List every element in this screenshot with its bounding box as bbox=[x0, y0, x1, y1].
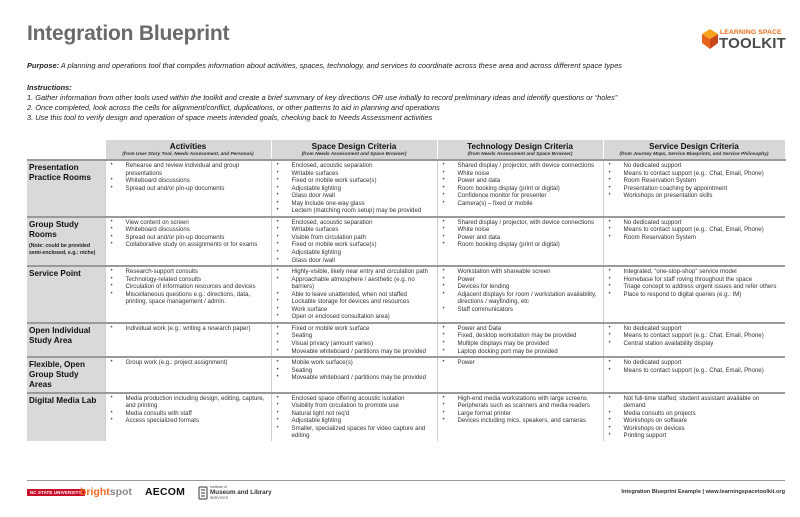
bullet-list bbox=[442, 268, 600, 313]
list-item: • Central station availability display bbox=[608, 340, 783, 348]
list-item: • Workstation with shareable screen bbox=[442, 268, 600, 276]
list-item: • Workshops on software bbox=[608, 417, 783, 425]
table-cell bbox=[105, 357, 271, 392]
table-cell bbox=[271, 357, 437, 392]
bullet-list bbox=[442, 162, 600, 207]
list-item: • Workshops on devices bbox=[608, 425, 783, 433]
page-title: Integration Blueprint bbox=[27, 22, 230, 45]
list-item: • Fixed or mobile work surface(s) bbox=[276, 177, 434, 185]
table-cell bbox=[603, 357, 785, 392]
column-header-technology-design bbox=[437, 140, 603, 160]
row-label-cell bbox=[27, 357, 105, 392]
list-item: • Adjustable lighting bbox=[276, 249, 434, 257]
table-cell bbox=[105, 323, 271, 357]
table-cell bbox=[271, 217, 437, 266]
row-label-cell bbox=[27, 217, 105, 266]
list-item: • Fixed, desktop workstation may be provided bbox=[442, 332, 600, 340]
row-label: Flexible, Open Group Study Areas bbox=[29, 360, 85, 389]
column-header-space-design bbox=[271, 140, 437, 160]
list-item: • Research-support consults bbox=[110, 268, 268, 276]
list-item: • Circulation of information resources and devices bbox=[110, 283, 268, 291]
list-item: • Mobile work surface(s) bbox=[276, 359, 434, 367]
list-item: • Devices for lending bbox=[442, 283, 600, 291]
list-item: • Means to contact support (e.g.: Chat, Email, Phone) bbox=[608, 226, 783, 234]
table-row bbox=[27, 217, 785, 266]
list-item: • Adjacent displays for room / workstation availability, directions / wayfinding, etc bbox=[442, 291, 600, 306]
list-item: • Whiteboard discussions bbox=[110, 226, 268, 234]
table-row bbox=[27, 357, 785, 392]
list-item: • Laptop docking port may be provided bbox=[442, 348, 600, 356]
bullet-list bbox=[608, 325, 783, 348]
list-item: • Visible from circulation path bbox=[276, 234, 434, 242]
table-cell bbox=[437, 357, 603, 392]
list-item: • Individual work (e.g.: writing a research paper) bbox=[110, 325, 268, 333]
table-row bbox=[27, 160, 785, 217]
instruction-item: 2. Once completed, look across the cells for alignment/conflict, duplications, or other patterns to aid in planning and operations bbox=[27, 103, 440, 113]
table-cell bbox=[603, 266, 785, 323]
bullet-list bbox=[110, 219, 268, 249]
table-cell bbox=[271, 323, 437, 357]
imls-logo bbox=[198, 484, 272, 502]
bullet-list bbox=[608, 395, 783, 440]
bullet-list bbox=[442, 325, 600, 355]
list-item: • Large format printer bbox=[442, 410, 600, 418]
table-cell bbox=[105, 393, 271, 441]
list-item: • Moveable whiteboard / partitions may be provided bbox=[276, 374, 434, 382]
row-label-cell bbox=[27, 393, 105, 441]
footer-caption: Integration Blueprint Example | www.learningspacetoolkit.org bbox=[621, 489, 785, 495]
instructions bbox=[27, 83, 787, 124]
bullet-list bbox=[608, 268, 783, 298]
column-header-activities bbox=[105, 140, 271, 160]
brightspot-logo-part1: bright bbox=[80, 486, 110, 498]
list-item: • Highly-visible, likely near entry and circulation path bbox=[276, 268, 434, 276]
purpose-statement bbox=[27, 61, 787, 70]
list-item: • Miscellaneous questions e.g.: directions, data, printing, space management / admin. bbox=[110, 291, 268, 306]
column-header-subtitle: (from User Story Tool, Needs Assessment, and Personas) bbox=[122, 152, 254, 157]
list-item: • Able to leave unattended, when not staffed bbox=[276, 291, 434, 299]
diamond-logo-icon bbox=[700, 28, 720, 50]
list-item: • Enclosed space offering acoustic isolation bbox=[276, 395, 434, 403]
instruction-item: 1. Gather information from other tools used within the toolkit and create a brief summary of key directions OR use initially to record preliminary ideas and identify questions or “holes” bbox=[27, 93, 618, 102]
list-item: • Homebase for staff roving throughout the space bbox=[608, 276, 783, 284]
bullet-list bbox=[442, 359, 600, 367]
purpose-text: A planning and operations tool that compiles information about activities, spaces, technology, and services to coordinate across these area and across different space types bbox=[59, 61, 622, 70]
list-item: • Means to contact support (e.g.: Chat, Email, Phone) bbox=[608, 170, 783, 178]
table-cell bbox=[105, 217, 271, 266]
nc-state-logo: NC STATE UNIVERSITY bbox=[27, 489, 85, 496]
table-cell bbox=[437, 160, 603, 217]
table-row bbox=[27, 266, 785, 323]
list-item: • Natural light not req'd bbox=[276, 410, 434, 418]
list-item: • Enclosed, acoustic separation bbox=[276, 219, 434, 227]
list-item: • Shared display / projector, with device connections bbox=[442, 219, 600, 227]
row-note: (Note: could be provided semi-enclosed, e.g.: niche) bbox=[29, 243, 96, 256]
list-item: • Group work (e.g.: project assignment) bbox=[110, 359, 268, 367]
bullet-list bbox=[110, 162, 268, 192]
column-header-subtitle: (from Journey Maps, Service Blueprints, and Service Philosophy) bbox=[619, 152, 769, 157]
list-item: • Access specialized formats bbox=[110, 417, 268, 425]
list-item: • Whiteboard discussions bbox=[110, 177, 268, 185]
header-corner bbox=[27, 140, 105, 160]
bullet-list bbox=[276, 395, 434, 440]
list-item: • Writable surfaces bbox=[276, 226, 434, 234]
row-label-cell bbox=[27, 160, 105, 217]
list-item: • View content on screen bbox=[110, 219, 268, 227]
instructions-heading: Instructions: bbox=[27, 83, 72, 92]
table-cell bbox=[603, 323, 785, 357]
bullet-list bbox=[110, 395, 268, 425]
aecom-logo: AECOM bbox=[145, 486, 186, 498]
bullet-list bbox=[608, 219, 783, 242]
table-body bbox=[27, 160, 785, 441]
table-cell bbox=[437, 323, 603, 357]
list-item: • No dedicated support bbox=[608, 359, 783, 367]
logo-text-line1: LEARNING SPACE bbox=[720, 29, 782, 36]
learning-space-toolkit-logo bbox=[700, 14, 786, 60]
table-cell bbox=[271, 393, 437, 441]
list-item: • Power bbox=[442, 276, 600, 284]
column-header-subtitle: (from Needs Assessment and Space Browser) bbox=[301, 152, 407, 157]
list-item: • Collaborative study on assignments or for exams bbox=[110, 241, 268, 249]
list-item: • Triage concept to address urgent issues and refer others bbox=[608, 283, 783, 291]
bullet-list bbox=[110, 268, 268, 306]
bullet-list bbox=[608, 359, 783, 374]
table-cell bbox=[437, 217, 603, 266]
table-cell bbox=[271, 266, 437, 323]
list-item: • Media consults with staff bbox=[110, 410, 268, 418]
list-item: • May include one-way glass bbox=[276, 200, 434, 208]
list-item: • Lockable storage for devices and resources bbox=[276, 298, 434, 306]
list-item: • No dedicated support bbox=[608, 162, 783, 170]
bullet-list bbox=[110, 359, 268, 367]
list-item: • Camera(s) – fixed or mobile bbox=[442, 200, 600, 208]
list-item: • Visual privacy (amount varies) bbox=[276, 340, 434, 348]
list-item: • Media production including design, editing, capture, and printing bbox=[110, 395, 268, 410]
list-item: • Spread out and/or pin-up documents bbox=[110, 234, 268, 242]
list-item: • Integrated, “one-stop-shop” service model bbox=[608, 268, 783, 276]
list-item: • Power bbox=[442, 359, 600, 367]
list-item: • No dedicated support bbox=[608, 325, 783, 333]
bullet-list bbox=[276, 325, 434, 355]
imls-text-line2: Museum and Library bbox=[210, 489, 272, 496]
table-cell bbox=[603, 217, 785, 266]
list-item: • Power and data bbox=[442, 177, 600, 185]
list-item: • Peripherals such as scanners and media readers bbox=[442, 402, 600, 410]
column-header-title: Activities bbox=[169, 142, 207, 151]
list-item: • No dedicated support bbox=[608, 219, 783, 227]
bullet-list bbox=[276, 162, 434, 215]
column-header-service-design bbox=[603, 140, 785, 160]
column-header-title: Space Design Criteria bbox=[311, 142, 397, 151]
list-item: • Glass door /wall bbox=[276, 257, 434, 265]
list-item: • Adjustable lighting bbox=[276, 417, 434, 425]
brightspot-logo-part2: spot bbox=[109, 486, 132, 498]
list-item: • Printing support bbox=[608, 432, 783, 440]
list-item: • Workshops on presentation skills bbox=[608, 192, 783, 200]
row-label: Service Point bbox=[29, 269, 81, 279]
table-cell bbox=[105, 160, 271, 217]
bullet-list bbox=[110, 325, 268, 333]
list-item: • Room booking display (print or digital) bbox=[442, 185, 600, 193]
list-item: • Spread out and/or pin-up documents bbox=[110, 185, 268, 193]
list-item: • Smaller, specialized spaces for video capture and editing bbox=[276, 425, 434, 440]
bullet-list bbox=[442, 219, 600, 249]
purpose-label: Purpose: bbox=[27, 61, 60, 70]
list-item: • Seating bbox=[276, 367, 434, 375]
row-label: Open Individual Study Area bbox=[29, 325, 91, 345]
column-header-subtitle: (from Needs Assessment and Space Browser) bbox=[467, 152, 573, 157]
table-row bbox=[27, 323, 785, 357]
list-item: • Place to respond to digital queries (e.g.: IM) bbox=[608, 291, 783, 299]
list-item: • Devices including mics, speakers, and cameras bbox=[442, 417, 600, 425]
list-item: • Media consults on projects bbox=[608, 410, 783, 418]
list-item: • Glass door /wall bbox=[276, 192, 434, 200]
list-item: • Open or enclosed consultation area) bbox=[276, 313, 434, 321]
table-header-row bbox=[27, 140, 785, 160]
footer-divider bbox=[27, 480, 785, 481]
imls-text-line3: SERVICES bbox=[210, 496, 229, 500]
table-cell bbox=[105, 266, 271, 323]
list-item: • High-end media workstations with large screens bbox=[442, 395, 600, 403]
row-label: Group Study Rooms bbox=[29, 219, 79, 239]
list-item: • Approachable atmosphere / aesthetic (e.g. no barriers) bbox=[276, 276, 434, 291]
blueprint-table bbox=[27, 140, 786, 441]
list-item: • Enclosed, acoustic separation bbox=[276, 162, 434, 170]
list-item: • Room Reservation System bbox=[608, 234, 783, 242]
list-item: • Means to contact support (e.g.: Chat, Email, Phone) bbox=[608, 332, 783, 340]
list-item: • Staff communicators bbox=[442, 306, 600, 314]
brightspot-logo bbox=[80, 486, 132, 498]
list-item: • Adjustable lighting bbox=[276, 185, 434, 193]
table-cell bbox=[271, 160, 437, 217]
list-item: • Not full-time staffed; student assistant available on demand bbox=[608, 395, 783, 410]
table-cell bbox=[603, 393, 785, 441]
table-cell bbox=[437, 393, 603, 441]
list-item: • White noise bbox=[442, 170, 600, 178]
instruction-item: 3. Use this tool to verify design and operation of space meets intended goals, checking back to Needs Assessment activities bbox=[27, 113, 433, 123]
column-header-title: Technology Design Criteria bbox=[467, 142, 573, 151]
list-item: • Lectern (matching room setup) may be provided bbox=[276, 207, 434, 215]
table-cell bbox=[437, 266, 603, 323]
list-item: • Rehearse and review individual and group presentations bbox=[110, 162, 268, 177]
table-cell bbox=[603, 160, 785, 217]
bullet-list bbox=[276, 219, 434, 264]
list-item: • Fixed or mobile work surface bbox=[276, 325, 434, 333]
table-row bbox=[27, 393, 785, 441]
imls-text-line1: Institute of bbox=[210, 485, 227, 489]
list-item: • Power and data bbox=[442, 234, 600, 242]
list-item: • Means to contact support (e.g.: Chat, Email, Phone) bbox=[608, 367, 783, 375]
row-label: Presentation Practice Rooms bbox=[29, 163, 91, 182]
list-item: • White noise bbox=[442, 226, 600, 234]
list-item: • Writable surfaces bbox=[276, 170, 434, 178]
logo-text-line2: TOOLKIT bbox=[719, 35, 786, 52]
list-item: • Room booking display (print or digital) bbox=[442, 241, 600, 249]
column-header-title: Service Design Criteria bbox=[649, 142, 739, 151]
bullet-list bbox=[276, 268, 434, 321]
list-item: • Moveable whiteboard / partitions may be provided bbox=[276, 348, 434, 356]
list-item: • Fixed or mobile work surface(s) bbox=[276, 241, 434, 249]
list-item: • Visibility from circulation to promote use bbox=[276, 402, 434, 410]
list-item: • Confidence monitor for presenter bbox=[442, 192, 600, 200]
list-item: • Multiple displays may be provided bbox=[442, 340, 600, 348]
bullet-list bbox=[442, 395, 600, 425]
list-item: • Technology-related consults bbox=[110, 276, 268, 284]
list-item: • Room Reservation System bbox=[608, 177, 783, 185]
list-item: • Seating bbox=[276, 332, 434, 340]
bullet-list bbox=[608, 162, 783, 200]
imls-emblem-icon bbox=[198, 486, 208, 500]
list-item: • Presentation coaching by appointment bbox=[608, 185, 783, 193]
row-label-cell bbox=[27, 266, 105, 323]
list-item: • Power and Data bbox=[442, 325, 600, 333]
row-label: Digital Media Lab bbox=[29, 395, 97, 405]
list-item: • Shared display / projector, with device connections bbox=[442, 162, 600, 170]
bullet-list bbox=[276, 359, 434, 382]
row-label-cell bbox=[27, 323, 105, 357]
list-item: • Work surface bbox=[276, 306, 434, 314]
